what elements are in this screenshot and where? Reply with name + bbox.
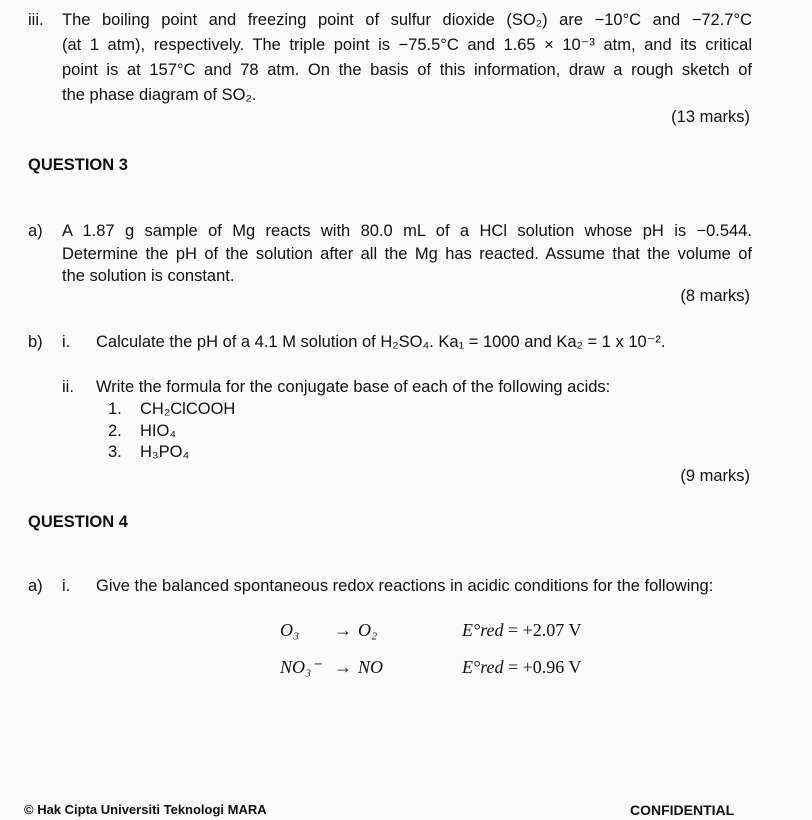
reduction-potential-label: E°red xyxy=(462,620,504,640)
acid-number: 3. xyxy=(108,443,122,461)
q3a-label: a) xyxy=(28,222,43,240)
q3a-marks: (8 marks) xyxy=(680,287,750,305)
reduction-potential-value: = +0.96 V xyxy=(508,657,582,677)
acid-number: 2. xyxy=(108,422,122,440)
reduction-potential-label: E°red xyxy=(462,657,504,677)
part-iii-line-1: The boiling point and freezing point of sulfur dioxide (SO₂) are −10°C and −72.7°C xyxy=(62,11,752,29)
acid-number: 1. xyxy=(108,400,122,418)
q3b-marks: (9 marks) xyxy=(680,467,750,485)
q4a-label: a) xyxy=(28,577,43,595)
acid-formula: HIO₄ xyxy=(140,422,177,440)
reaction-arrow: → xyxy=(334,657,352,677)
q3a-line-1: A 1.87 g sample of Mg reacts with 80.0 mL of a HCl solution whose pH is −0.544. xyxy=(62,222,752,240)
q4a-i-text: Give the balanced spontaneous redox reactions in acidic conditions for the following: xyxy=(96,577,714,595)
q4a-i-label: i. xyxy=(62,577,71,595)
part-iii-line-4: the phase diagram of SO₂. xyxy=(62,86,257,104)
acid-formula: CH₂ClCOOH xyxy=(140,400,236,418)
reaction-product: O₂ xyxy=(358,620,378,640)
footer-copyright: © Hak Cipta Universiti Teknologi MARA xyxy=(24,802,267,817)
reduction-potential-value: = +2.07 V xyxy=(508,620,582,640)
reaction-product: NO xyxy=(358,657,384,677)
footer-confidential: CONFIDENTIAL xyxy=(630,802,735,818)
question-3-heading: QUESTION 3 xyxy=(28,156,128,174)
acid-formula: H₃PO₄ xyxy=(140,443,190,461)
part-iii-marks: (13 marks) xyxy=(671,108,750,126)
part-iii-line-3: point is at 157°C and 78 atm. On the basis of this information, draw a rough sketch of xyxy=(62,61,752,79)
reaction-arrow: → xyxy=(334,620,352,640)
reaction-reactant: O₃ xyxy=(280,620,300,640)
q3b-i-text: Calculate the pH of a 4.1 M solution of H₂SO₄. Ka₁ = 1000 and Ka₂ = 1 x 10⁻². xyxy=(96,333,666,351)
question-4-heading: QUESTION 4 xyxy=(28,513,128,531)
reaction-reactant: NO₃⁻ xyxy=(280,657,321,677)
part-iii-line-2: (at 1 atm), respectively. The triple point is −75.5°C and 1.65 × 10⁻³ atm, and its critical xyxy=(62,36,752,54)
q3b-i-label: i. xyxy=(62,333,71,351)
q3b-ii-label: ii. xyxy=(62,378,74,396)
q3b-ii-text: Write the formula for the conjugate base of each of the following acids: xyxy=(96,378,611,396)
q3a-line-2: Determine the pH of the solution after all the Mg has reacted. Assume that the volume of xyxy=(62,245,752,263)
q3a-line-3: the solution is constant. xyxy=(62,267,235,285)
part-iii-label: iii. xyxy=(28,11,44,29)
q3b-label: b) xyxy=(28,333,43,351)
